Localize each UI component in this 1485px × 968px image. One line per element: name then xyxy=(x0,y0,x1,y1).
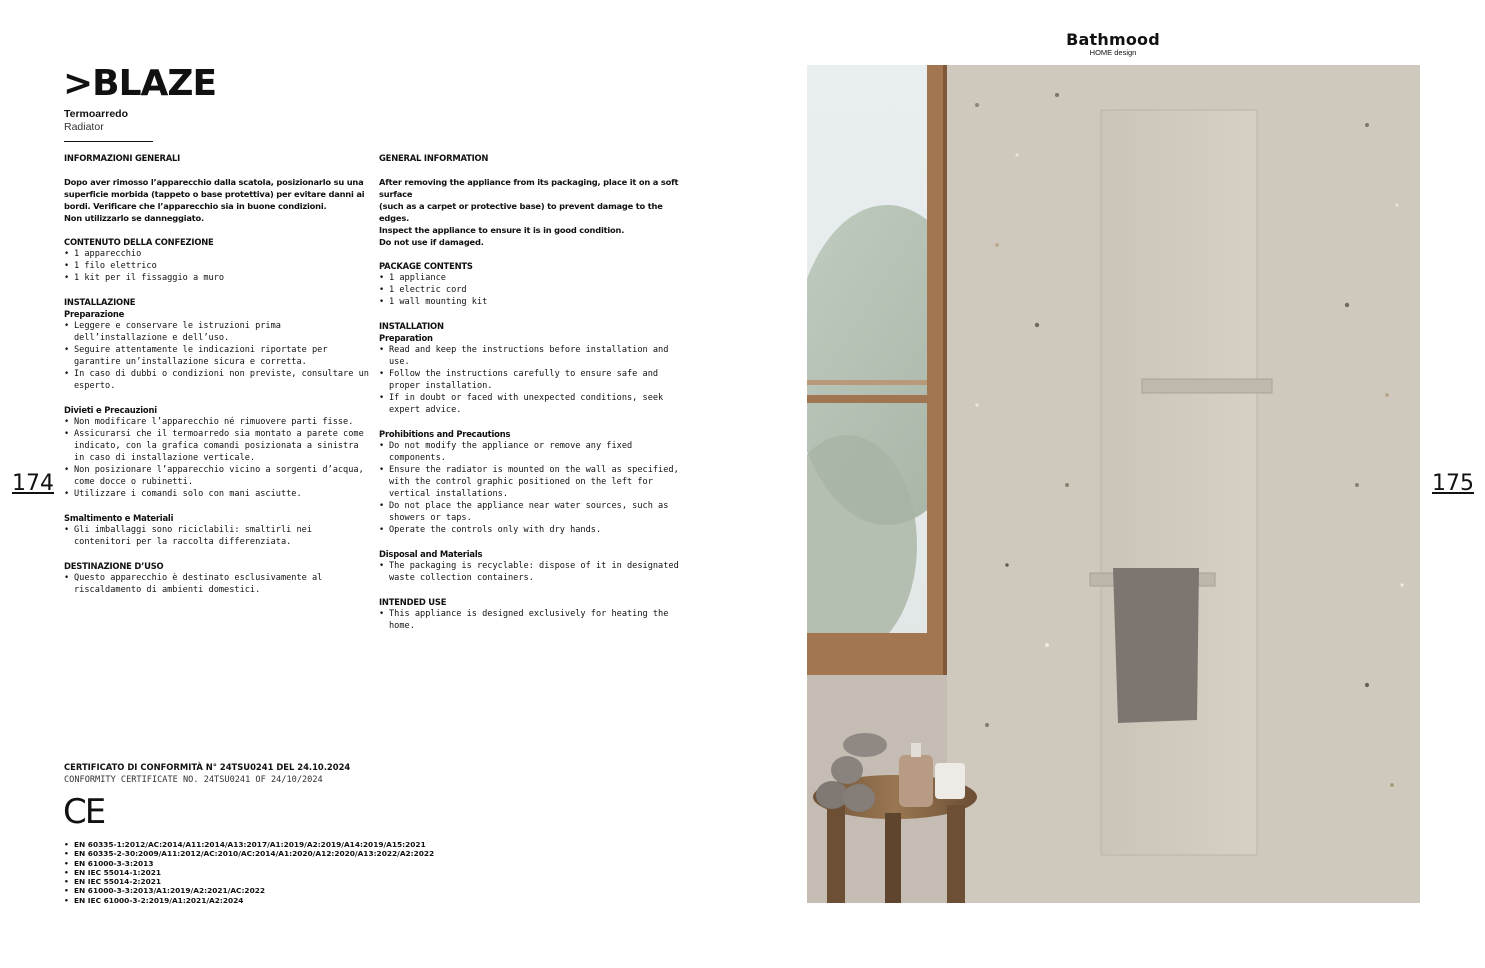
stool-leg xyxy=(827,805,845,903)
general-line: (such as a carpet or protective base) to prevent damage to the edges. xyxy=(379,201,663,223)
use-heading-it: DESTINAZIONE D’USO xyxy=(64,561,164,571)
list-item: • 1 electric cord xyxy=(379,284,684,296)
general-text-en xyxy=(379,176,684,248)
list-item: • Follow the instructions carefully to ensure safe and proper installation. xyxy=(379,368,684,392)
list-item: • In caso di dubbi o condizioni non previste, consultare un esperto. xyxy=(64,368,369,392)
general-line: superficie morbida (tappeto o base protettiva) per evitare danni ai xyxy=(64,189,365,199)
package-section-en xyxy=(379,260,684,308)
list-item: • Leggere e conservare le istruzioni prima dell’installazione e dell’uso. xyxy=(64,320,369,344)
norm-item: • EN IEC 55014-2:2021 xyxy=(64,877,484,886)
cup xyxy=(935,763,965,799)
certificate-heading-it: CERTIFICATO DI CONFORMITÀ N° 24TSU0241 DEL 24.10.2024 xyxy=(64,762,351,772)
list-item: • Seguire attentamente le indicazioni riportate per garantire un’installazione sicura e corretta. xyxy=(64,344,369,368)
install-heading-it: INSTALLAZIONE xyxy=(64,297,136,307)
norm-item: • EN IEC 61000-3-2:2019/A1:2021/A2:2024 xyxy=(64,896,484,905)
window-frame-bottom xyxy=(807,633,947,675)
list-item: • Read and keep the instructions before installation and use. xyxy=(379,344,684,368)
list-item: • Do not modify the appliance or remove any fixed components. xyxy=(379,440,684,464)
general-line: bordi. Verificare che l’apparecchio sia in buone condizioni. xyxy=(64,201,327,211)
dispenser-pump xyxy=(911,743,921,757)
list-item: • Questo apparecchio è destinato esclusivamente al riscaldamento di ambienti domestici. xyxy=(64,572,369,596)
install-heading-en: INSTALLATION xyxy=(379,321,444,331)
product-name-en: Radiator xyxy=(64,121,104,133)
product-photo xyxy=(807,65,1420,903)
brand-name: Bathmood xyxy=(1066,30,1160,49)
list-item: • Utilizzare i comandi solo con mani asciutte. xyxy=(64,488,369,500)
disposal-heading-en: Disposal and Materials xyxy=(379,549,483,559)
package-heading-it: CONTENUTO DELLA CONFEZIONE xyxy=(64,237,214,247)
ce-mark: CE xyxy=(63,792,105,832)
page-number-right: 175 xyxy=(1432,471,1474,496)
prohib-section-it xyxy=(64,404,369,500)
general-text-it xyxy=(64,176,369,224)
prohib-heading-en: Prohibitions and Precautions xyxy=(379,429,511,439)
rolled-towel xyxy=(816,781,848,809)
use-section-en xyxy=(379,596,684,632)
use-section-it xyxy=(64,560,369,596)
norm-item: • EN 60335-1:2012/AC:2014/A11:2014/A13:2017/A1:2019/A2:2019/A14:2019/A15:2021 xyxy=(64,840,484,849)
general-line: After removing the appliance from its packaging, place it on a soft surface xyxy=(379,177,679,199)
list-item: • 1 apparecchio xyxy=(64,248,369,260)
general-line: Non utilizzarlo se danneggiato. xyxy=(64,213,204,223)
list-item: • If in doubt or faced with unexpected conditions, seek expert advice. xyxy=(379,392,684,416)
general-heading-it: INFORMAZIONI GENERALI xyxy=(64,153,181,163)
list-item: • This appliance is designed exclusively for heating the home. xyxy=(379,608,684,632)
norm-item: • EN 60335-2-30:2009/A11:2012/AC:2010/AC:2014/A1:2020/A12:2020/A13:2022/A2:2022 xyxy=(64,849,484,858)
list-item: • Non posizionare l’apparecchio vicino a sorgenti d’acqua, come docce o rubinetti. xyxy=(64,464,369,488)
general-line: Inspect the appliance to ensure it is in good condition. xyxy=(379,225,625,235)
list-item: • Non modificare l’apparecchio né rimuovere parti fisse. xyxy=(64,416,369,428)
list-item: • 1 appliance xyxy=(379,272,684,284)
general-line: Dopo aver rimosso l’apparecchio dalla scatola, posizionarlo su una xyxy=(64,177,364,187)
english-column xyxy=(379,152,684,644)
disposal-section-en xyxy=(379,548,684,584)
page-number-left: 174 xyxy=(12,471,54,496)
prep-heading-it: Preparazione xyxy=(64,309,125,319)
install-section-it xyxy=(64,296,369,392)
list-item: • Do not place the appliance near water sources, such as showers or taps. xyxy=(379,500,684,524)
norm-item: • EN 61000-3-3:2013 xyxy=(64,859,484,868)
list-item: • 1 filo elettrico xyxy=(64,260,369,272)
norm-item: • EN 61000-3-3:2013/A1:2019/A2:2021/AC:2022 xyxy=(64,886,484,895)
stool-leg xyxy=(885,813,901,903)
product-name-it: Termoarredo xyxy=(64,108,128,120)
towel xyxy=(1113,568,1199,723)
product-title: >BLAZE xyxy=(63,63,217,104)
title-divider xyxy=(64,141,153,142)
list-item: • Gli imballaggi sono riciclabili: smaltirli nei contenitori per la raccolta differenziata. xyxy=(64,524,369,548)
radiator-panel xyxy=(1101,110,1257,855)
list-item: • Ensure the radiator is mounted on the wall as specified, with the control graphic positioned on the left for vertical installations. xyxy=(379,464,684,500)
list-item: • Operate the controls only with dry hands. xyxy=(379,524,684,536)
install-section-en xyxy=(379,320,684,416)
general-line: Do not use if damaged. xyxy=(379,237,484,247)
window-frame-edge xyxy=(943,65,947,675)
brand-tagline: HOME design xyxy=(1089,48,1137,57)
list-item: • Assicurarsi che il termoarredo sia montato a parete come indicato, con la grafica comandi posizionata a sinistra in caso di installazione verticale. xyxy=(64,428,369,464)
certificate-heading-en: CONFORMITY CERTIFICATE NO. 24TSU0241 OF 24/10/2024 xyxy=(64,775,323,785)
rolled-towel xyxy=(831,756,863,784)
prep-heading-en: Preparation xyxy=(379,333,433,343)
towel-bar-upper xyxy=(1142,379,1272,393)
use-heading-en: INTENDED USE xyxy=(379,597,447,607)
general-heading-en: GENERAL INFORMATION xyxy=(379,153,489,163)
norms-list xyxy=(64,840,484,905)
prohib-section-en xyxy=(379,428,684,536)
list-item: • The packaging is recyclable: dispose of it in designated waste collection containers. xyxy=(379,560,684,584)
stool-leg xyxy=(947,805,965,903)
rolled-towel xyxy=(843,733,887,757)
norm-item: • EN IEC 55014-1:2021 xyxy=(64,868,484,877)
rolled-towel xyxy=(843,784,875,812)
disposal-heading-it: Smaltimento e Materiali xyxy=(64,513,174,523)
list-item: • 1 wall mounting kit xyxy=(379,296,684,308)
list-item: • 1 kit per il fissaggio a muro xyxy=(64,272,369,284)
window-sill xyxy=(807,395,932,403)
soap-dispenser xyxy=(899,755,933,807)
window-sill xyxy=(807,380,932,385)
prohib-heading-it: Divieti e Precauzioni xyxy=(64,405,157,415)
package-heading-en: PACKAGE CONTENTS xyxy=(379,261,473,271)
package-section-it xyxy=(64,236,369,284)
italian-column xyxy=(64,152,369,608)
disposal-section-it xyxy=(64,512,369,548)
